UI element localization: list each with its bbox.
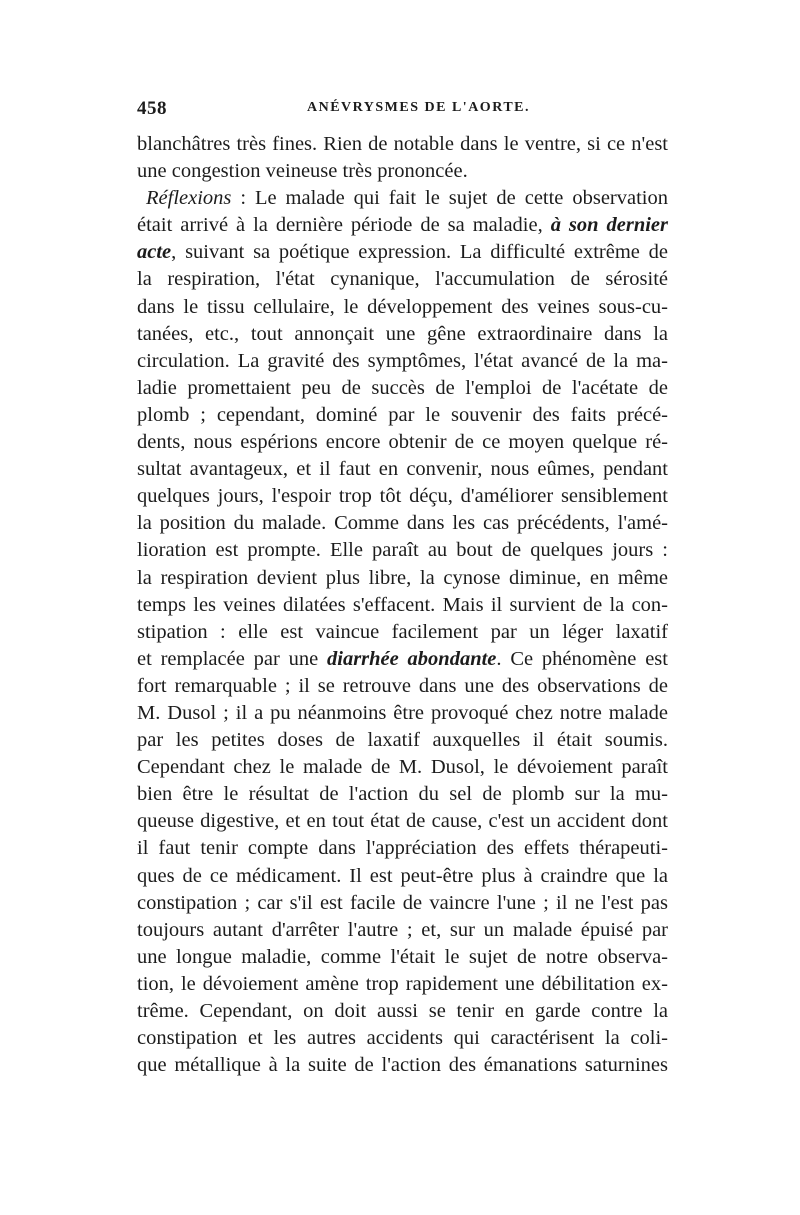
text-line: toujours autant d'arrêter l'autre ; et, sur un malade épuisé par xyxy=(137,918,668,941)
text-line: la position du malade. Comme dans les cas précédents, l'amé- xyxy=(137,512,668,535)
text-line: constipation et les autres accidents qui caractérisent la coli- xyxy=(137,1027,668,1050)
text-line: ques de ce médicament. Il est peut-être plus à craindre que la xyxy=(137,864,668,887)
text-line: Cependant chez le malade de M. Dusol, le dévoiement paraît xyxy=(137,756,668,779)
text-line: une congestion veineuse très prononcée. xyxy=(137,160,468,183)
text-line: sultat avantageux, et il faut en convenir, nous eûmes, pendant xyxy=(137,458,668,481)
text-line: tion, le dévoiement amène trop rapidement une débilitation ex- xyxy=(137,972,668,995)
text-line: dents, nous espérions encore obtenir de ce moyen quelque ré- xyxy=(137,431,668,454)
text-line: M. Dusol ; il a pu néanmoins être provoqué chez notre malade xyxy=(137,701,668,724)
text-line: et remplacée par une diarrhée abondante. Ce phénomène est xyxy=(137,647,668,670)
text-line: quelques jours, l'espoir trop tôt déçu, d'améliorer sensiblement xyxy=(137,485,668,508)
text-line: la respiration, l'état cynanique, l'accumulation de sérosité xyxy=(137,268,668,291)
page-header xyxy=(137,98,667,122)
text-line: fort remarquable ; il se retrouve dans une des observations de xyxy=(137,674,668,697)
text-line: circulation. La gravité des symptômes, l'état avancé de la ma- xyxy=(137,349,668,372)
text-line: plomb ; cependant, dominé par le souvenir des faits précé- xyxy=(137,403,668,426)
text-line: lioration est prompte. Elle paraît au bout de quelques jours : xyxy=(137,539,668,562)
text-line: tanées, etc., tout annonçait une gêne extraordinaire dans la xyxy=(137,322,668,345)
text-line: était arrivé à la dernière période de sa maladie, à son dernier xyxy=(137,214,668,237)
text-line: une longue maladie, comme l'était le sujet de notre observa- xyxy=(137,945,668,968)
text-line: il faut tenir compte dans l'appréciation des effets thérapeuti- xyxy=(137,837,668,860)
page-number: 458 xyxy=(137,98,167,119)
text-line: par les petites doses de laxatif auxquelles il était soumis. xyxy=(137,729,668,752)
text-line: queuse digestive, et en tout état de cause, c'est un accident dont xyxy=(137,810,668,833)
text-line: la respiration devient plus libre, la cynose diminue, en même xyxy=(137,566,668,589)
text-line: ladie promettaient peu de succès de l'emploi de l'acétate de xyxy=(137,376,668,399)
text-line: bien être le résultat de l'action du sel de plomb sur la mu- xyxy=(137,783,668,806)
text-line: acte, suivant sa poétique expression. La difficulté extrême de xyxy=(137,241,668,264)
reflexions-heading: Réflexions xyxy=(146,187,232,210)
text-line: constipation ; car s'il est facile de vaincre l'une ; il ne l'est pas xyxy=(137,891,668,914)
text-line: que métallique à la suite de l'action des émanations saturnines xyxy=(137,1054,668,1077)
text-line: blanchâtres très fines. Rien de notable dans le ventre, si ce n'est xyxy=(137,133,668,155)
text-line: temps les veines dilatées s'effacent. Mais il survient de la con- xyxy=(137,593,668,616)
text-line: Réflexions : Le malade qui fait le sujet de cette observation xyxy=(146,187,668,210)
running-title: ANÉVRYSMES DE L'AORTE. xyxy=(307,100,530,115)
text-line: trême. Cependant, on doit aussi se tenir en garde contre la xyxy=(137,1000,668,1022)
body-text xyxy=(137,131,668,1079)
text-line: dans le tissu cellulaire, le développement des veines sous-cu- xyxy=(137,295,668,318)
text-line: stipation : elle est vaincue facilement par un léger laxatif xyxy=(137,620,668,643)
